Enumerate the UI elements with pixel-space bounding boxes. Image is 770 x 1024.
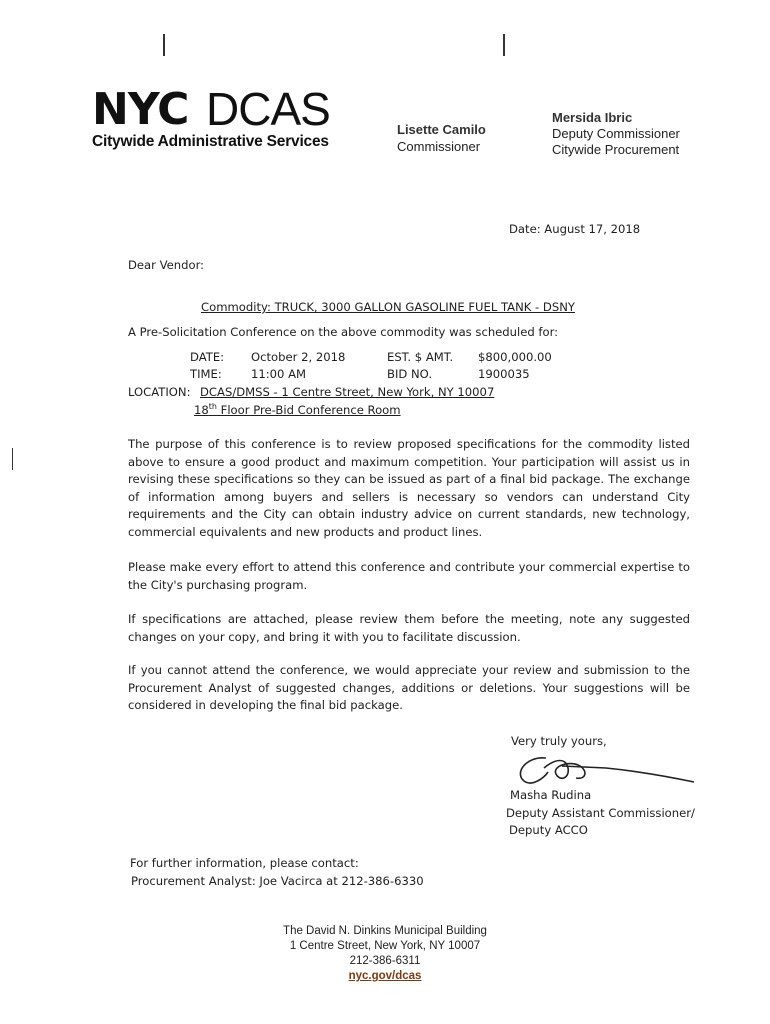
date-value: October 2, 2018	[251, 350, 346, 364]
signature-stroke-2	[544, 761, 585, 779]
paragraph-cannot-attend: If you cannot attend the conference, we would appreciate your review and submission to the Procurement Analyst of suggested changes, additions or deletions. Your suggestions will be considered in developing the final bid package.	[128, 663, 690, 713]
signer-name: Masha Rudina	[510, 788, 592, 802]
commodity-line: Commodity: TRUCK, 3000 GALLON GASOLINE FUEL TANK - DSNY	[201, 300, 575, 314]
paragraph-specifications: If specifications are attached, please review them before the meeting, note any suggested changes on your copy, and bring it with you to facilitate discussion.	[128, 612, 690, 644]
paragraph-attend: Please make every effort to attend this conference and contribute your commercial expertise to the City's purchasing program.	[128, 560, 690, 592]
location-line1: DCAS/DMSS - 1 Centre Street, New York, NY 10007	[200, 385, 495, 399]
scan-mark-margin	[12, 448, 13, 470]
footer-phone: 212-386-6311	[349, 955, 421, 967]
time-label: TIME:	[190, 367, 222, 381]
letter-date: Date: August 17, 2018	[509, 222, 641, 236]
deputy-dept: Citywide Procurement	[552, 142, 680, 157]
commissioner-title: Commissioner	[397, 139, 481, 154]
location-line2	[194, 402, 401, 417]
commissioner-name: Lisette Camilo	[397, 122, 486, 137]
salutation: Dear Vendor:	[128, 258, 205, 272]
logo-nyc: NYC	[92, 84, 189, 135]
logo-subtitle: Citywide Administrative Services	[92, 133, 329, 150]
deputy-block	[552, 110, 680, 157]
logo-dcas: DCAS	[206, 83, 330, 135]
floor-suffix: th	[208, 402, 217, 411]
scan-mark-left	[163, 34, 165, 56]
amount-label: EST. $ AMT.	[387, 350, 454, 364]
time-value: 11:00 AM	[251, 367, 307, 381]
scan-mark-right	[503, 34, 505, 56]
deputy-name: Mersida Ibric	[552, 110, 633, 125]
amount-value: $800,000.00	[478, 350, 552, 364]
footer-building: The David N. Dinkins Municipal Building	[283, 925, 487, 937]
footer	[235, 924, 535, 984]
signature-stroke-1	[520, 758, 548, 783]
intro-line: A Pre-Solicitation Conference on the above commodity was scheduled for:	[128, 325, 559, 339]
bid-value: 1900035	[478, 367, 530, 381]
floor-room: Floor Pre-Bid Conference Room	[216, 402, 401, 417]
footer-address: 1 Centre Street, New York, NY 10007	[289, 940, 481, 952]
closing: Very truly yours,	[511, 734, 607, 748]
floor-number: 18	[194, 402, 209, 417]
contact-line: Procurement Analyst: Joe Vacirca at 212-386-6330	[131, 874, 424, 888]
footer-website-link[interactable]: nyc.gov/dcas	[348, 970, 422, 982]
paragraph-purpose: The purpose of this conference is to review proposed specifications for the commodity listed above to ensure a good product and maximum competition. Your participation will assist us in revising these specifications so they can be issued as part of a final bid package. The exchange of information among buyers and sellers is necessary so vendors can understand City requirements and the City can obtain industry advice on current standards, new technology, commercial equivalents and new products and product lines.	[128, 437, 690, 539]
deputy-title: Deputy Commissioner	[552, 126, 680, 141]
contact-intro: For further information, please contact:	[130, 856, 359, 870]
commissioner-block	[397, 122, 486, 154]
signature-stroke-3	[562, 766, 694, 782]
signer-title-2: Deputy ACCO	[509, 823, 588, 837]
bid-label: BID NO.	[387, 367, 432, 381]
signer-title-1: Deputy Assistant Commissioner/	[506, 806, 695, 820]
date-label: DATE:	[190, 350, 225, 364]
location-label: LOCATION:	[128, 385, 191, 399]
